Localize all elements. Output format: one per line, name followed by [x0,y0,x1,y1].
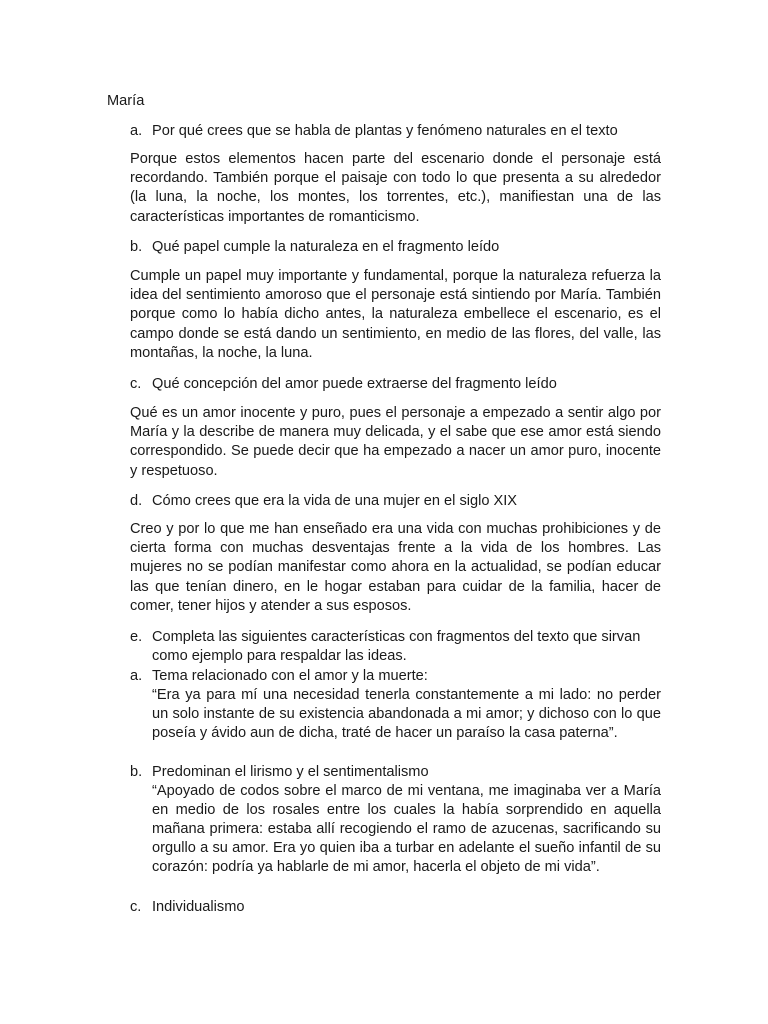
characteristic-marker: b. [130,764,143,780]
question-text: Completa las siguientes características con fragmentos del texto que sirvan como ejemplo para respaldar las ideas. [152,629,641,664]
characteristic-c [130,898,661,917]
question-e [130,628,661,666]
answer-a: Porque estos elementos hacen parte del escenario donde el personaje está recordando. También porque el paisaje con todo lo que presenta a su alrededor (la luna, la noche, los montes, los torrentes, etc.), manifiestan una de las características importantes de romanticismo. [130,151,661,225]
question-marker: b. [130,239,143,255]
answer-b: Cumple un papel muy importante y fundamental, porque la naturaleza refuerza la idea del sentimiento amoroso que el personaje está sintiendo por María. También porque como lo había dicho antes, la naturaleza embellece el escenario, es el campo donde se está dando un sentimiento, en medio de las flores, del valle, las montañas, la noche, la luna. [130,268,661,361]
characteristic-label: Tema relacionado con el amor y la muerte: [152,668,428,684]
question-d [130,492,660,511]
characteristic-a [130,667,661,743]
characteristic-marker: a. [130,668,143,684]
question-marker: e. [130,629,143,645]
answer-d: Creo y por lo que me han enseñado era una vida con muchas prohibiciones y de cierta forma con muchas desventajas frente a la vida de los hombres. Las mujeres no se podían manifestar como ahora en la actualidad, se podían educar las que tenían dinero, en le hogar estaban para cuidar de la familia, hacer de comer, tener hijos y atender a sus esposos. [130,521,661,614]
question-marker: a. [130,123,143,139]
characteristic-quote: “Era ya para mí una necesidad tenerla constantemente a mi lado: no perder un solo instante de su existencia abandonada a mi amor; y dichoso con lo que poseía y ávido aun de dicha, traté de hacer un paraíso la casa paterna”. [152,687,661,741]
question-marker: c. [130,376,142,392]
characteristic-marker: c. [130,899,142,915]
question-text: Por qué crees que se habla de plantas y fenómeno naturales en el texto [152,123,618,139]
question-marker: d. [130,493,143,509]
question-a [130,122,660,141]
question-c [130,375,660,394]
question-text: Cómo crees que era la vida de una mujer en el siglo XIX [152,493,518,509]
document-title: María [107,93,145,109]
characteristic-label: Individualismo [152,899,245,915]
question-text: Qué papel cumple la naturaleza en el fragmento leído [152,239,500,255]
question-b [130,238,660,257]
characteristic-quote: “Apoyado de codos sobre el marco de mi ventana, me imaginaba ver a María en medio de los rosales entre los cuales la había sorprendido en aquella mañana primera: estaba allí recogiendo el ramo de azucenas, sacrificando su orgullo a su amor. Era yo quien iba a turbar en adelante el sueño infantil de su corazón: podría ya hablarle de mi amor, hacerla el objeto de mi vida”. [152,783,661,875]
characteristic-b [130,763,661,877]
question-text: Qué concepción del amor puede extraerse del fragmento leído [152,376,557,392]
characteristic-label: Predominan el lirismo y el sentimentalismo [152,764,429,780]
answer-c: Qué es un amor inocente y puro, pues el personaje a empezado a sentir algo por María y la describe de manera muy delicada, y el sabe que ese amor está siendo correspondido. Se puede decir que ha empezado a nacer un amor puro, inocente y respetuoso. [130,405,661,479]
